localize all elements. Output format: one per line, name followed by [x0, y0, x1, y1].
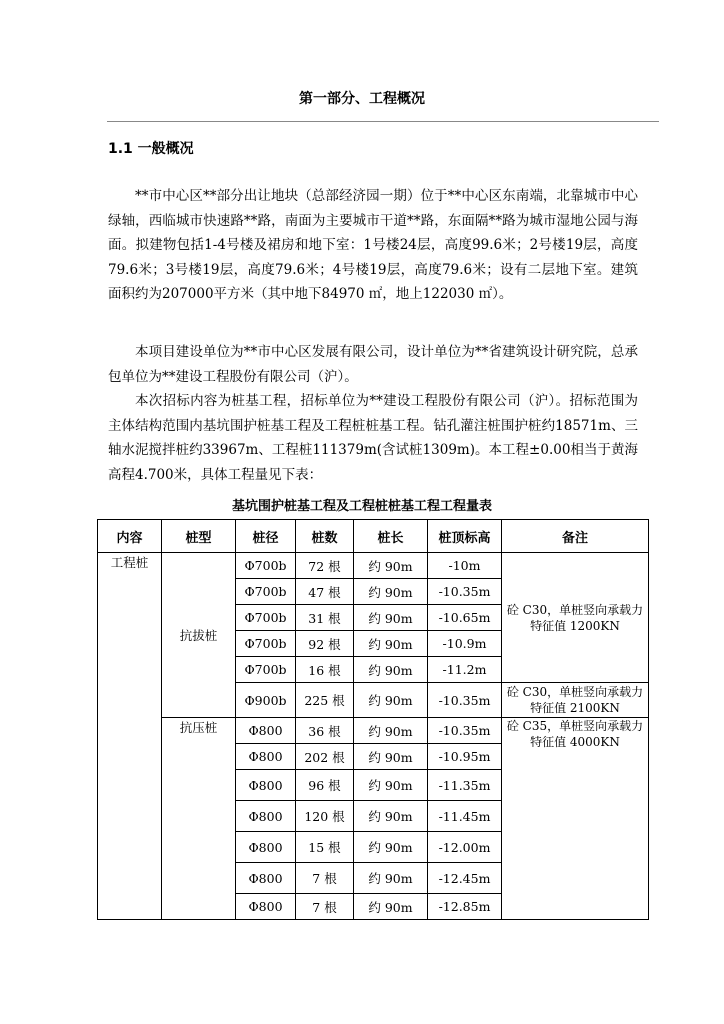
- note-cell: 砼 C30，单桩竖向承载力特征值 2100KN: [502, 683, 649, 718]
- length-cell: 约 90m: [354, 744, 428, 770]
- header-divider: [107, 121, 659, 122]
- diameter-cell: Φ700b: [236, 631, 296, 657]
- length-cell: 约 90m: [354, 801, 428, 832]
- diameter-cell: Φ800: [236, 894, 296, 920]
- count-cell: 7 根: [296, 894, 354, 920]
- diameter-cell: Φ800: [236, 863, 296, 894]
- length-cell: 约 90m: [354, 579, 428, 605]
- diameter-cell: Φ800: [236, 718, 296, 744]
- elevation-cell: -11.2m: [428, 657, 502, 683]
- diameter-cell: Φ800: [236, 744, 296, 770]
- diameter-cell: Φ800: [236, 832, 296, 863]
- elevation-cell: -10.95m: [428, 744, 502, 770]
- table-row: [98, 718, 649, 744]
- elevation-cell: -12.00m: [428, 832, 502, 863]
- page-title: 第一部分、工程概况: [299, 91, 425, 107]
- paragraph-overview: **市中心区**部分出让地块（总部经济园一期）位于**中心区东南端，北靠城市中心绿轴，西临城市快速路**路，南面为主要城市干道**路，东面隔**路为城市湿地公园与海面。拟建物包括1-4号楼及裙房和地下室：1号楼24层，高度99.6米；2号楼19层，高度79.6米；3号楼19层，高度79.6米；4号楼19层，高度79.6米；设有二层地下室。建筑面积约为207000平方米（其中地下84970 ㎡，地上122030 ㎡）。: [108, 188, 638, 302]
- elevation-cell: -11.45m: [428, 801, 502, 832]
- length-cell: 约 90m: [354, 657, 428, 683]
- elevation-cell: -10m: [428, 553, 502, 579]
- elevation-cell: -12.85m: [428, 894, 502, 920]
- pile-type-uplift: 抗拔桩: [162, 553, 236, 718]
- elevation-cell: -10.35m: [428, 683, 502, 718]
- count-cell: 120 根: [296, 801, 354, 832]
- elevation-cell: -10.9m: [428, 631, 502, 657]
- count-cell: 202 根: [296, 744, 354, 770]
- length-cell: 约 90m: [354, 863, 428, 894]
- pile-quantity-table: [97, 519, 649, 920]
- paragraph-scope: 本次招标内容为桩基工程，招标单位为**建设工程股份有限公司（沪）。招标范围为主体结构范围内基坑围护桩基工程及工程桩桩基工程。钻孔灌注桩围护桩约18571m、三轴水泥搅拌桩约33967m、工程桩111379m(含试桩1309m)。本工程±0.00相当于黄海高程4.700米，具体工程量见下表：: [108, 393, 638, 483]
- count-cell: 15 根: [296, 832, 354, 863]
- length-cell: 约 90m: [354, 683, 428, 718]
- length-cell: 约 90m: [354, 770, 428, 801]
- length-cell: 约 90m: [354, 832, 428, 863]
- diameter-cell: Φ700b: [236, 605, 296, 631]
- header-cell: 桩长: [354, 520, 428, 553]
- table-row: [98, 553, 649, 579]
- length-cell: 约 90m: [354, 718, 428, 744]
- length-cell: 约 90m: [354, 631, 428, 657]
- diameter-cell: Φ700b: [236, 553, 296, 579]
- diameter-cell: Φ900b: [236, 683, 296, 718]
- count-cell: 92 根: [296, 631, 354, 657]
- elevation-cell: -10.35m: [428, 579, 502, 605]
- header-cell: 内容: [98, 520, 162, 553]
- diameter-cell: Φ800: [236, 801, 296, 832]
- paragraph-parties: 本项目建设单位为**市中心区发展有限公司，设计单位为**省建筑设计研究院，总承包单位为**建设工程股份有限公司（沪）。: [108, 344, 638, 385]
- length-cell: 约 90m: [354, 894, 428, 920]
- elevation-cell: -10.65m: [428, 605, 502, 631]
- length-cell: 约 90m: [354, 553, 428, 579]
- header-cell: 桩顶标高: [428, 520, 502, 553]
- pile-type-compress: 抗压桩: [162, 718, 236, 920]
- count-cell: 16 根: [296, 657, 354, 683]
- elevation-cell: -11.35m: [428, 770, 502, 801]
- header-cell: 桩数: [296, 520, 354, 553]
- note-cell: 砼 C35，单桩竖向承载力特征值 4000KN: [502, 718, 649, 920]
- length-cell: 约 90m: [354, 605, 428, 631]
- category-cell: 工程桩: [98, 553, 162, 920]
- elevation-cell: -10.35m: [428, 718, 502, 744]
- header-cell: 桩径: [236, 520, 296, 553]
- table-title: 基坑围护桩基工程及工程桩桩基工程工程量表: [231, 499, 492, 514]
- count-cell: 225 根: [296, 683, 354, 718]
- count-cell: 96 根: [296, 770, 354, 801]
- diameter-cell: Φ800: [236, 770, 296, 801]
- count-cell: 36 根: [296, 718, 354, 744]
- header-cell: 备注: [502, 520, 649, 553]
- count-cell: 7 根: [296, 863, 354, 894]
- diameter-cell: Φ700b: [236, 657, 296, 683]
- count-cell: 72 根: [296, 553, 354, 579]
- note-cell: 砼 C30，单桩竖向承载力特征值 1200KN: [502, 553, 649, 683]
- section-heading: 1.1 一般概况: [108, 141, 194, 157]
- table-header-row: [98, 520, 649, 553]
- count-cell: 31 根: [296, 605, 354, 631]
- diameter-cell: Φ700b: [236, 579, 296, 605]
- header-cell: 桩型: [162, 520, 236, 553]
- elevation-cell: -12.45m: [428, 863, 502, 894]
- count-cell: 47 根: [296, 579, 354, 605]
